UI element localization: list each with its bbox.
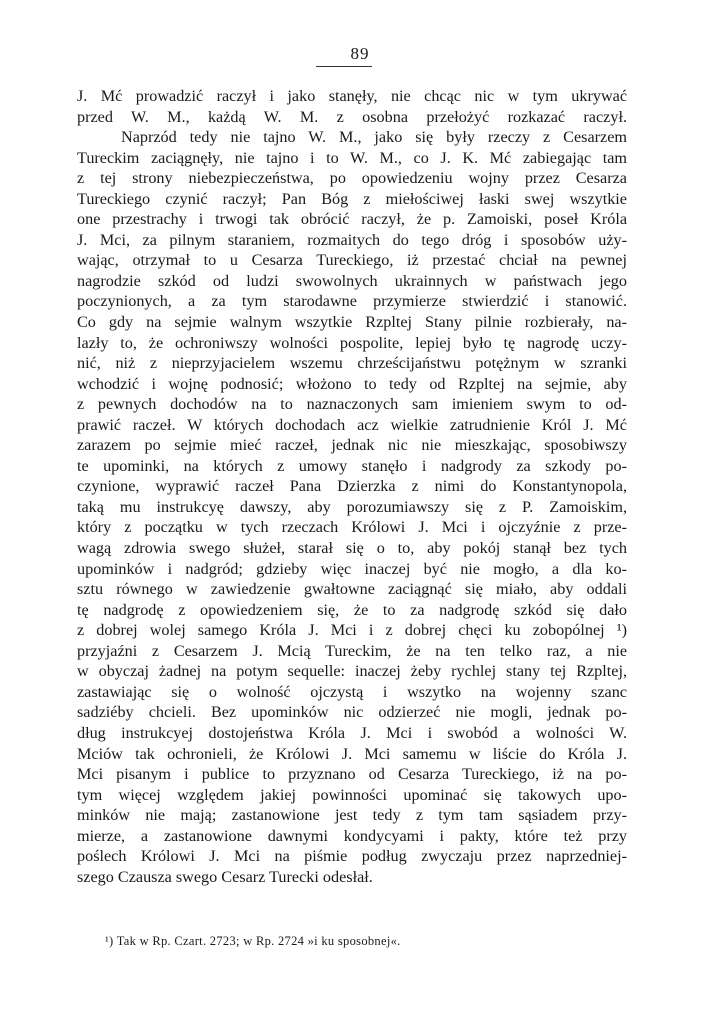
text-line: z tej strony niebezpieczeństwa, po opowiedzeniu wojny przez Cesarza xyxy=(77,169,627,188)
text-line: prawić raczeł. W których dochodach acz wielkie zatrudnienie Król J. Mć xyxy=(77,415,627,434)
footnote: ¹) Tak w Rp. Czart. 2723; w Rp. 2724 »i ku sposobnej«. xyxy=(105,934,401,948)
text-line: zastawiając się o wolność ojczystą i wszytko na wojenny szanc xyxy=(77,682,627,701)
text-line: te upominki, na których z umowy stanęło i nadgrody za szkody po- xyxy=(77,456,627,475)
text-line: poczynionych, a za tym starodawne przymierze stwierdzić i stanowić. xyxy=(77,292,627,311)
text-line: Tureckiego czynić raczył; Pan Bóg z miełościwej łaski swej wszytkie xyxy=(77,189,627,208)
text-line: zarazem po sejmie mieć raczeł, jednak nic nie mieszkając, sposobiwszy xyxy=(77,436,627,455)
text-line: J. Mci, za pilnym staraniem, rozmaitych do tego dróg i sposobów uży- xyxy=(77,230,627,249)
text-line: lazły to, że ochroniwszy wolności pospolite, lepiej było tę nagrodę uczy- xyxy=(77,333,627,352)
text-line: nić, niż z nieprzyjacielem wszemu chrześcijaństwu potężnym w szranki xyxy=(77,354,627,373)
text-line: taką mu instrukcyę dawszy, aby porozumiawszy się z P. Zamoiskim, xyxy=(77,497,627,516)
text-line: szego Czausza swego Cesarz Turecki odesłał. xyxy=(77,867,373,886)
text-line: dług instrukcyej dostojeństwa Króla J. Mci i swobód a wolności W. xyxy=(77,723,627,742)
text-line: sztu równego w zawiedzenie gwałtowne zaciągnąć się miało, aby oddali xyxy=(77,580,627,599)
page-number-rule xyxy=(316,66,372,67)
text-line: minków nie mają; zastanowione jest tedy z tym tam sąsiadem przy- xyxy=(77,806,627,825)
text-line: Tureckim zaciągnęły, nie tajno i to W. M., co J. K. Mć zabiegając tam xyxy=(77,148,627,167)
text-line: wagą zdrowia swego służeł, starał się o to, aby pokój stanął bez tych xyxy=(77,539,627,558)
text-line: Mci pisanym i publice to przyznano od Cesarza Tureckiego, iż na po- xyxy=(77,765,627,784)
text-line: poślech Królowi J. Mci na piśmie podług zwyczaju przez naprzedniej- xyxy=(77,847,627,866)
text-line: Naprzód tedy nie tajno W. M., jako się były rzeczy z Cesarzem xyxy=(121,128,627,147)
text-line: upominków i nadgród; gdzieby więc inaczej być nie mogło, a dla ko- xyxy=(77,559,627,578)
text-line: wając, otrzymał to u Cesarza Tureckiego, iż przestać chciał na pewnej xyxy=(77,251,627,270)
text-line: sadziéby chcieli. Bez upominków nic odzierzeć nie mogli, jednak po- xyxy=(77,703,627,722)
text-line: w obyczaj żadnej na potym sequelle: inaczej żeby rychlej stany tej Rzpltej, xyxy=(77,662,627,681)
text-line: czynione, wyprawić raczeł Pana Dzierzka z nimi do Konstantynopola, xyxy=(77,477,627,496)
text-line: tym więcej względem jakiej powinności upominać się takowych upo- xyxy=(77,785,627,804)
text-line: tę nadgrodę z opowiedzeniem się, że to za nadgrodę szkód się dało xyxy=(77,600,627,619)
text-line: z dobrej wolej samego Króla J. Mci i z dobrej chęci ku zobopólnej ¹) xyxy=(77,621,627,640)
text-line: Mciów tak ochronieli, że Królowi J. Mci samemu w liście do Króla J. xyxy=(77,744,627,763)
text-line: J. Mć prowadzić raczył i jako stanęły, nie chcąc nic w tym ukrywać xyxy=(77,87,627,105)
text-line: mierze, a zastanowione dawnymi kondycyami i pakty, które też przy xyxy=(77,826,627,845)
body-text xyxy=(77,86,627,887)
text-line: który z początku w tych rzeczach Królowi J. Mci i ojczyźnie z prze- xyxy=(77,518,627,537)
page-number: 89 xyxy=(350,44,370,63)
text-line: wchodzić i wojnę podnosić; włożono to tedy od Rzpltej na sejmie, aby xyxy=(77,374,627,393)
text-line: przyjaźni z Cesarzem J. Mcią Tureckim, że na ten telko raz, a nie xyxy=(77,641,627,660)
text-line: one przestrachy i trwogi tak obrócić raczył, że p. Zamoiski, poseł Króla xyxy=(77,210,627,229)
text-line: z pewnych dochodów na to naznaczonych sam imieniem swym to od- xyxy=(77,395,627,414)
text-line: nagrodzie szkód od ludzi swowolnych ukrainnych w państwach jego xyxy=(77,271,627,290)
text-line: przed W. M., każdą W. M. z osobna przełożyć rozkazać raczył. xyxy=(77,107,627,126)
text-line: Co gdy na sejmie walnym wszytkie Rzpltej Stany pilnie rozbierały, na- xyxy=(77,313,627,332)
